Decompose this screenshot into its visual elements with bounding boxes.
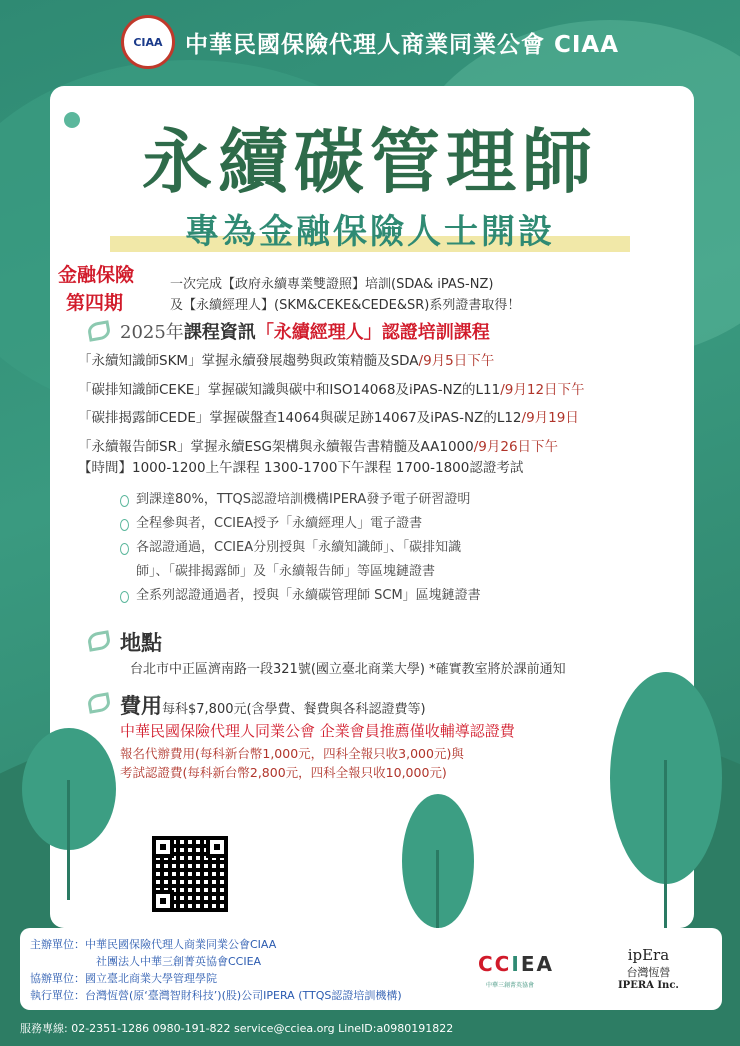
qr-finder bbox=[206, 836, 228, 858]
tree-trunk bbox=[67, 780, 70, 900]
course-section-heading bbox=[120, 318, 490, 344]
tree-trunk bbox=[664, 760, 667, 930]
course-text: 「碳排揭露師CEDE」掌握碳盤查14064與碳足跡14067及iPAS-NZ的L12 bbox=[78, 410, 522, 426]
ipera-chinese: 台灣恆營 bbox=[626, 966, 671, 979]
footer-value: 中華民國保險代理人商業同業公會CIAA bbox=[85, 938, 277, 951]
ciaa-logo bbox=[121, 15, 175, 69]
stamp-line2: 第四期 bbox=[66, 292, 124, 314]
course-text: 「永續知識師SKM」掌握永續發展趨勢與政策精髓及SDA bbox=[78, 353, 419, 369]
qr-code[interactable] bbox=[148, 832, 232, 916]
footer-label: 協辦單位： bbox=[30, 972, 85, 985]
cciea-logo: CCIEA bbox=[478, 952, 554, 976]
course-date: /9月19日 bbox=[521, 410, 579, 426]
fee-detail-line: 報名代辦費用(每科新台幣1,000元，四科全報只收3,000元)與 bbox=[120, 746, 464, 761]
subtitle-block bbox=[110, 204, 630, 254]
intro bbox=[170, 274, 520, 316]
qr-finder bbox=[152, 890, 174, 912]
course-text: 「碳排知識師CEKE」掌握碳知識與碳中和ISO14068及iPAS-NZ的L11 bbox=[78, 381, 501, 398]
cciea-logo-sub: 中華三創菁英協會 bbox=[486, 982, 535, 989]
course-item bbox=[78, 404, 585, 433]
course-date: /9月5日下午 bbox=[418, 353, 495, 369]
stamp-line1: 金融保險 bbox=[58, 264, 135, 286]
qr-finder bbox=[152, 836, 174, 858]
course-text: 「永續報告師SR」掌握永續ESG架構與永續報告書精髓及AA1000 bbox=[78, 438, 474, 455]
time-info: 【時間】1000-1200上午課程 1300-1700下午課程 1700-1800認證考試 bbox=[78, 460, 524, 476]
footer-row bbox=[30, 987, 402, 1004]
location-heading: 地點 bbox=[120, 631, 162, 655]
course-year: 2025年 bbox=[120, 322, 184, 343]
contact-line: 服務專線: 02-2351-1286 0980-191-822 service@cciea.org LineID:a0980191822 bbox=[20, 1022, 454, 1035]
fee-summary: 每科$7,800元(含學費、餐費與各科認證費等) bbox=[162, 702, 426, 717]
list-item: 各認證通過，CCIEA分別授與「永續知識師」、「碳排知識 bbox=[118, 536, 481, 560]
benefit-list bbox=[118, 488, 481, 608]
intro-line: 及【永續經理人】(SKM&CEKE&CEDE&SR)系列證書取得！ bbox=[170, 298, 521, 313]
fee-detail bbox=[120, 744, 464, 782]
list-item: 到課達80%，TTQS認證培訓機構IPERA發予電子研習證明 bbox=[118, 488, 481, 512]
header bbox=[0, 14, 740, 70]
fee-heading bbox=[120, 690, 426, 720]
fee-member-note: 中華民國保險代理人同業公會 企業會員推薦僅收輔導認證費 bbox=[120, 722, 515, 740]
ipera-name: ipEra bbox=[627, 946, 670, 964]
list-item: 全程參與者，CCIEA授予「永續經理人」電子證書 bbox=[118, 512, 481, 536]
footer-row bbox=[30, 970, 402, 987]
qr-pattern bbox=[152, 836, 228, 912]
footer-value: 台灣恆營(原‘臺灣智財科技’)(股)公司IPERA (TTQS認證培訓機構) bbox=[85, 989, 402, 1002]
location-text: 台北市中正區濟南路一段321號(國立臺北商業大學) *確實教室將於課前通知 bbox=[130, 662, 566, 677]
fee-detail-line: 考試認證費(每科新台幣2,800元，四科全報只收10,000元) bbox=[120, 765, 447, 780]
intro-line: 一次完成【政府永續專業雙證照】培訓(SDA& iPAS-NZ) bbox=[170, 277, 494, 292]
subtitle: 專為金融保險人士開設 bbox=[185, 212, 555, 252]
footer-row bbox=[30, 936, 402, 953]
footer-row bbox=[30, 953, 402, 970]
page-title: 永續碳管理師 bbox=[142, 121, 598, 203]
course-item bbox=[78, 376, 585, 405]
footer-label: 執行單位： bbox=[30, 989, 85, 1002]
org-name: 中華民國保險代理人商業同業公會 CIAA bbox=[184, 31, 620, 58]
ipera-logo bbox=[618, 946, 679, 991]
course-item bbox=[78, 347, 585, 376]
course-list bbox=[78, 347, 585, 461]
course-highlight: 「永續經理人」認證培訓課程 bbox=[255, 322, 490, 343]
list-item: 全系列認證通過者，授與「永續碳管理師 SCM」區塊鏈證書 bbox=[118, 584, 481, 608]
course-date: /9月12日下午 bbox=[500, 381, 585, 398]
list-item-continuation: 師」、「碳排揭露師」及「永續報告師」等區塊鏈證書 bbox=[136, 564, 436, 579]
footer-label: 主辦單位： bbox=[30, 938, 85, 951]
scan-label: ▶掃我報名 bbox=[131, 831, 145, 919]
course-label: 課程資訊 bbox=[183, 322, 256, 343]
fee-title: 費用 bbox=[120, 694, 162, 718]
ipera-inc: IPERA Inc. bbox=[618, 980, 679, 991]
footer-value: 社團法人中華三創菁英協會CCIEA bbox=[96, 955, 262, 968]
course-date: /9月26日下午 bbox=[473, 438, 559, 455]
footer-value: 國立臺北商業大學管理學院 bbox=[85, 972, 217, 985]
tree-trunk bbox=[436, 850, 439, 930]
logo-text: CIAA bbox=[133, 35, 163, 49]
footer-organizers bbox=[30, 936, 402, 1004]
